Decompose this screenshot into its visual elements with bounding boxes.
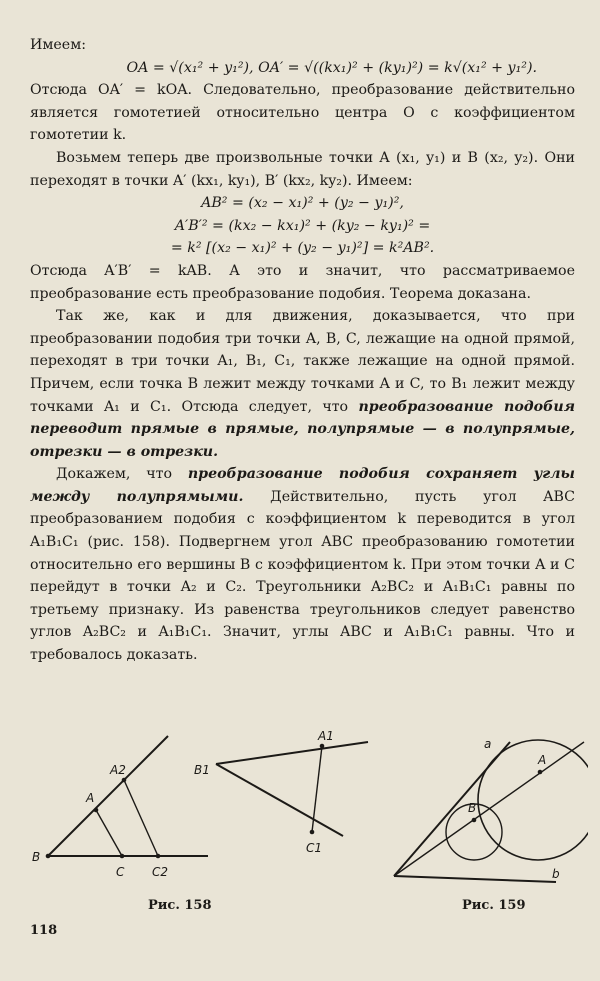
label-a-point: A — [538, 753, 547, 767]
formula-ab: AB² = (x₂ − x₁)² + (y₂ − y₁)², — [201, 195, 404, 212]
label-b-line: b — [552, 867, 560, 881]
label-a: A — [86, 791, 95, 805]
caption-158: Рис. 158 — [148, 898, 212, 913]
paragraph-angles — [30, 463, 575, 666]
point-a1 — [320, 744, 325, 749]
formula-oa: OA = √(x₁² + y₁²), OA′ = √((kx₁)² + (ky₁)²) = k√(x₁² + y₁²). — [126, 59, 537, 76]
label-b-point: B — [468, 801, 477, 815]
point-b — [46, 854, 51, 859]
formula-a1b1: A′B′² = (kx₂ − kx₁)² + (ky₂ − ky₁)² = — [174, 217, 431, 234]
page-number: 118 — [30, 923, 58, 938]
angles-text-1: Докажем, что — [56, 466, 188, 483]
paragraph-two-points: Возьмем теперь две произвольные точки A (x₁, y₁) и B (x₂, y₂). Они переходят в точки A′ (kx₁, ky₁), B′ (kx₂, ky₂). Имеем: — [30, 149, 575, 189]
figure-159 — [388, 728, 588, 888]
segment-a1c1 — [312, 746, 322, 832]
segment-a2c2 — [124, 780, 158, 856]
label-c2: C2 — [152, 865, 169, 879]
point-c1 — [310, 830, 315, 835]
point-a — [94, 808, 99, 813]
label-b1: B1 — [194, 763, 210, 777]
label-c1: C1 — [306, 841, 323, 855]
label-a1: A1 — [318, 729, 334, 743]
label-a-line: a — [484, 737, 492, 751]
line-b — [394, 876, 556, 882]
point-a2 — [122, 778, 127, 783]
label-b: B — [32, 850, 41, 864]
label-c: C — [116, 865, 125, 879]
ray-b1a1 — [216, 742, 368, 764]
line-a — [394, 742, 510, 876]
paragraph-intro: Имеем: — [30, 37, 87, 53]
ray-b1c1 — [216, 764, 343, 836]
formula-k2: = k² [(x₂ − x₁)² + (y₂ − y₁)²] = k²AB². — [170, 240, 435, 257]
point-b — [472, 818, 477, 823]
angles-text-2: Действительно, пусть угол ABC преобразованием подобия с коэффициентом k переводится в угол A₁B₁C₁ (рис. 158). Подвергнем угол ABC преобразованию гомотетии относительно его вершины B с коэффициентом k. При этом точки A и C перейдут в точки A₂ и C₂. Треугольники A₂BC₂ и A₁B₁C₁ равны по третьему признаку. Из равенства треугольников следует равенство углов A₂BC₂ и A₁B₁C₁. Значит, углы ABC и A₁B₁C₁ равны. Что и требовалось доказать. — [30, 488, 575, 664]
point-a — [538, 770, 543, 775]
point-c — [120, 854, 125, 859]
angles-emphasis: преобразование подобия сохраняет углы между полупрямыми. — [30, 466, 575, 505]
paragraph-theorem-end: Отсюда A′B′ = kAB. А это и значит, что рассматриваемое преобразование есть преобразование подобия. Теорема доказана. — [30, 262, 575, 302]
lines-emphasis: преобразование подобия переводит прямые в прямые, полупрямые — в полупрямые, отрезки — в отрезки. — [30, 398, 575, 460]
text-block — [30, 34, 575, 667]
large-circle — [478, 740, 588, 860]
figure-158 — [28, 728, 408, 888]
segment-ac — [96, 810, 122, 856]
caption-159: Рис. 159 — [462, 898, 526, 913]
point-c2 — [156, 854, 161, 859]
lines-text: Так же, как и для движения, доказывается, что при преобразовании подобия три точки A, B, C, лежащие на одной прямой, переходят в три точки A₁, B₁, C₁, также лежащие на одной прямой. Причем, если точка B лежит между точками A и C, то B₁ лежит между точками A₁ и C₁. Отсюда следует, что — [30, 308, 575, 415]
paragraph-lines — [30, 305, 575, 463]
paragraph-homothety: Отсюда OA′ = kOA. Следовательно, преобразование действительно является гомотетией относительно центра O с коэффициентом гомотетии k. — [30, 82, 575, 144]
label-a2: A2 — [110, 763, 126, 777]
